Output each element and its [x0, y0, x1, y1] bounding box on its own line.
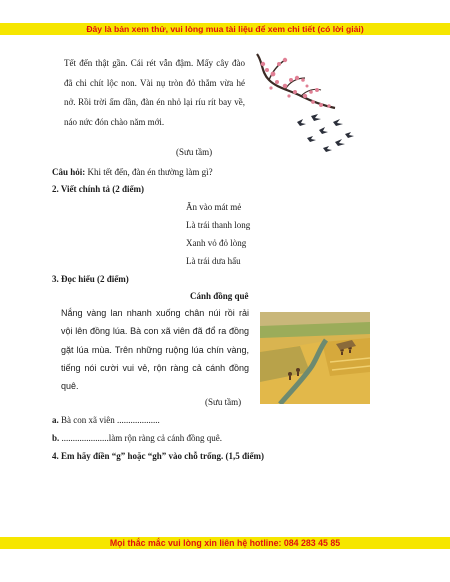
rice-field-image	[260, 312, 370, 404]
item-a-text: Bà con xã viên ...................	[58, 415, 160, 425]
poem-line-3: Xanh vỏ đỏ lòng	[186, 238, 247, 248]
item-b-label: b.	[52, 433, 60, 443]
passage-1-source: (Sưu tầm)	[176, 147, 213, 157]
question-label: Câu hỏi:	[52, 167, 86, 177]
peach-blossom-swallows-image	[249, 50, 359, 160]
preview-banner: Đây là bản xem thử, vui lòng mua tài liệu để xem chi tiết (có lời giải)	[0, 23, 450, 35]
item-b	[52, 432, 222, 444]
question-line	[52, 166, 213, 178]
passage-1-text: Tết đến thật gần. Cái rét vẫn đậm. Mấy cây đào đã chi chít lộc non. Vài nụ tròn đỏ thắm vừa hé nở. Rồi trời ấm dần, đàn én nhỏ lại ríu rít bay về, náo nức đón chào năm mới.	[64, 58, 245, 127]
hotline-banner: Mọi thắc mắc vui lòng xin liên hệ hotline: 084 283 45 85	[0, 537, 450, 549]
poem-line-2: Là trái thanh long	[186, 220, 251, 230]
reading-text: Nắng vàng lan nhanh xuống chân núi rồi rải vội lên đồng lúa. Bà con xã viên đã đổ ra đồng gặt lúa mùa. Trên những ruộng lúa chín vàng, tiếng nói cười vui vẻ, rộn ràng cả cánh đồng quê.	[61, 308, 249, 392]
poem-line-4: Là trái dưa hấu	[186, 256, 241, 266]
reading-subtitle: Cánh đồng quê	[190, 291, 249, 301]
section-4-title: 4. Em hãy điền “g” hoặc “gh” vào chỗ trống. (1,5 điểm)	[52, 451, 265, 461]
item-b-text: .....................làm rộn ràng cả cánh đồng quê.	[59, 433, 222, 443]
section-2-title: 2. Viết chính tả (2 điểm)	[52, 184, 144, 194]
section-3-title: 3. Đọc hiểu (2 điểm)	[52, 274, 129, 284]
poem-line-1: Ăn vào mát mẻ	[186, 202, 242, 212]
item-a-label: a.	[52, 415, 59, 425]
reading-source: (Sưu tầm)	[205, 397, 242, 407]
question-text: Khi tết đến, đàn én thường làm gì?	[85, 167, 213, 177]
item-a	[52, 414, 160, 426]
